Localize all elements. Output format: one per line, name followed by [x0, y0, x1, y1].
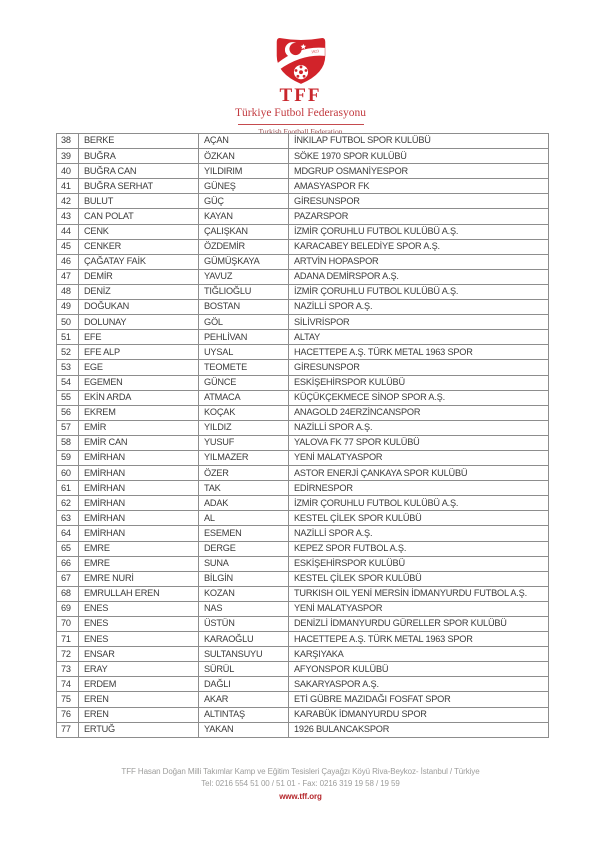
first-name-cell: BULUT: [79, 194, 199, 209]
last-name-cell: PEHLİVAN: [199, 330, 289, 345]
row-number-cell: 63: [57, 511, 79, 526]
club-cell: MDGRUP OSMANİYESPOR: [289, 164, 549, 179]
row-number-cell: 52: [57, 345, 79, 360]
first-name-cell: BUĞRA SERHAT: [79, 179, 199, 194]
table-row: [57, 149, 549, 164]
last-name-cell: GÜMÜŞKAYA: [199, 254, 289, 269]
first-name-cell: EMRULLAH EREN: [79, 586, 199, 601]
row-number-cell: 39: [57, 149, 79, 164]
club-cell: NAZİLLİ SPOR A.Ş.: [289, 300, 549, 315]
row-number-cell: 51: [57, 330, 79, 345]
last-name-cell: YILDIZ: [199, 420, 289, 435]
club-cell: ASTOR ENERJİ ÇANKAYA SPOR KULÜBÜ: [289, 466, 549, 481]
club-cell: ADANA DEMİRSPOR A.Ş.: [289, 269, 549, 284]
first-name-cell: EFE: [79, 330, 199, 345]
last-name-cell: GÖL: [199, 315, 289, 330]
row-number-cell: 40: [57, 164, 79, 179]
row-number-cell: 60: [57, 466, 79, 481]
tff-crest-icon: [273, 36, 329, 85]
last-name-cell: TAK: [199, 481, 289, 496]
first-name-cell: EKİN ARDA: [79, 390, 199, 405]
last-name-cell: YILMAZER: [199, 450, 289, 465]
last-name-cell: YAKAN: [199, 722, 289, 737]
last-name-cell: ADAK: [199, 496, 289, 511]
last-name-cell: DERGE: [199, 541, 289, 556]
last-name-cell: ATMACA: [199, 390, 289, 405]
table-row: [57, 556, 549, 571]
last-name-cell: KOZAN: [199, 586, 289, 601]
row-number-cell: 53: [57, 360, 79, 375]
first-name-cell: DEMİR: [79, 269, 199, 284]
club-cell: ARTVİN HOPASPOR: [289, 254, 549, 269]
first-name-cell: ENES: [79, 617, 199, 632]
tff-header: [0, 36, 601, 135]
last-name-cell: YAVUZ: [199, 269, 289, 284]
row-number-cell: 66: [57, 556, 79, 571]
table-row: [57, 450, 549, 465]
last-name-cell: TIĞLIOĞLU: [199, 284, 289, 299]
first-name-cell: CAN POLAT: [79, 209, 199, 224]
roster-table-body: [57, 134, 549, 738]
club-cell: AMASYASPOR FK: [289, 179, 549, 194]
club-cell: ALTAY: [289, 330, 549, 345]
last-name-cell: TEOMETE: [199, 360, 289, 375]
table-row: [57, 586, 549, 601]
first-name-cell: EMİRHAN: [79, 481, 199, 496]
row-number-cell: 46: [57, 254, 79, 269]
last-name-cell: NAS: [199, 601, 289, 616]
footer-address: TFF Hasan Doğan Milli Takımlar Kamp ve Eğitim Tesisleri Çayağzı Köyü Riva-Beykoz- İstanbul / Türkiye: [121, 767, 480, 776]
row-number-cell: 73: [57, 662, 79, 677]
row-number-cell: 69: [57, 601, 79, 616]
row-number-cell: 71: [57, 632, 79, 647]
last-name-cell: GÜNEŞ: [199, 179, 289, 194]
first-name-cell: EMİRHAN: [79, 511, 199, 526]
last-name-cell: SÜRÜL: [199, 662, 289, 677]
first-name-cell: ERAY: [79, 662, 199, 677]
last-name-cell: AÇAN: [199, 134, 289, 149]
club-cell: EDİRNESPOR: [289, 481, 549, 496]
last-name-cell: YILDIRIM: [199, 164, 289, 179]
club-cell: TURKISH OIL YENİ MERSİN İDMANYURDU FUTBOL A.Ş.: [289, 586, 549, 601]
row-number-cell: 62: [57, 496, 79, 511]
table-row: [57, 707, 549, 722]
table-row: [57, 360, 549, 375]
last-name-cell: KAYAN: [199, 209, 289, 224]
org-name-english: Turkish Football Federation: [258, 126, 343, 136]
table-row: [57, 254, 549, 269]
first-name-cell: EMİR CAN: [79, 435, 199, 450]
row-number-cell: 56: [57, 405, 79, 420]
first-name-cell: CENK: [79, 224, 199, 239]
first-name-cell: EMRE NURİ: [79, 571, 199, 586]
table-row: [57, 662, 549, 677]
table-row: [57, 134, 549, 149]
club-cell: SİLİVRİSPOR: [289, 315, 549, 330]
org-name-turkish: Türkiye Futbol Federasyonu: [235, 107, 366, 119]
last-name-cell: KARAOĞLU: [199, 632, 289, 647]
row-number-cell: 38: [57, 134, 79, 149]
last-name-cell: GÜNCE: [199, 375, 289, 390]
club-cell: YENİ MALATYASPOR: [289, 450, 549, 465]
last-name-cell: ÖZKAN: [199, 149, 289, 164]
club-cell: YENİ MALATYASPOR: [289, 601, 549, 616]
first-name-cell: BUĞRA CAN: [79, 164, 199, 179]
first-name-cell: EREN: [79, 692, 199, 707]
header-divider: [238, 124, 364, 125]
last-name-cell: ÖZDEMİR: [199, 239, 289, 254]
table-row: [57, 617, 549, 632]
row-number-cell: 55: [57, 390, 79, 405]
first-name-cell: EFE ALP: [79, 345, 199, 360]
row-number-cell: 77: [57, 722, 79, 737]
table-row: [57, 164, 549, 179]
first-name-cell: ERTUĞ: [79, 722, 199, 737]
first-name-cell: ERDEM: [79, 677, 199, 692]
last-name-cell: SUNA: [199, 556, 289, 571]
footer-phone: Tel: 0216 554 51 00 / 51 01 - Fax: 0216 319 19 58 / 19 59: [201, 779, 400, 788]
table-row: [57, 300, 549, 315]
last-name-cell: KOÇAK: [199, 405, 289, 420]
table-row: [57, 179, 549, 194]
last-name-cell: BİLGİN: [199, 571, 289, 586]
club-cell: KARŞIYAKA: [289, 647, 549, 662]
table-row: [57, 194, 549, 209]
last-name-cell: BOSTAN: [199, 300, 289, 315]
table-row: [57, 330, 549, 345]
table-row: [57, 481, 549, 496]
first-name-cell: ENSAR: [79, 647, 199, 662]
first-name-cell: EMİRHAN: [79, 450, 199, 465]
first-name-cell: ENES: [79, 601, 199, 616]
club-cell: ANAGOLD 24ERZİNCANSPOR: [289, 405, 549, 420]
table-row: [57, 466, 549, 481]
first-name-cell: BUĞRA: [79, 149, 199, 164]
table-row: [57, 692, 549, 707]
last-name-cell: DAĞLI: [199, 677, 289, 692]
club-cell: PAZARSPOR: [289, 209, 549, 224]
row-number-cell: 61: [57, 481, 79, 496]
club-cell: HACETTEPE A.Ş. TÜRK METAL 1963 SPOR: [289, 345, 549, 360]
row-number-cell: 41: [57, 179, 79, 194]
row-number-cell: 59: [57, 450, 79, 465]
first-name-cell: EMİRHAN: [79, 526, 199, 541]
club-cell: SAKARYASPOR A.Ş.: [289, 677, 549, 692]
row-number-cell: 45: [57, 239, 79, 254]
first-name-cell: ENES: [79, 632, 199, 647]
club-cell: ESKİŞEHİRSPOR KULÜBÜ: [289, 556, 549, 571]
row-number-cell: 57: [57, 420, 79, 435]
first-name-cell: EREN: [79, 707, 199, 722]
last-name-cell: ÜSTÜN: [199, 617, 289, 632]
first-name-cell: BERKE: [79, 134, 199, 149]
table-row: [57, 632, 549, 647]
row-number-cell: 68: [57, 586, 79, 601]
club-cell: İNKILAP FUTBOL SPOR KULÜBÜ: [289, 134, 549, 149]
table-row: [57, 526, 549, 541]
table-row: [57, 541, 549, 556]
last-name-cell: ÖZER: [199, 466, 289, 481]
table-row: [57, 315, 549, 330]
table-row: [57, 722, 549, 737]
club-cell: GİRESUNSPOR: [289, 360, 549, 375]
first-name-cell: CENKER: [79, 239, 199, 254]
row-number-cell: 67: [57, 571, 79, 586]
table-row: [57, 269, 549, 284]
table-row: [57, 284, 549, 299]
club-cell: HACETTEPE A.Ş. TÜRK METAL 1963 SPOR: [289, 632, 549, 647]
table-row: [57, 496, 549, 511]
club-cell: DENİZLİ İDMANYURDU GÜRELLER SPOR KULÜBÜ: [289, 617, 549, 632]
club-cell: KESTEL ÇİLEK SPOR KULÜBÜ: [289, 571, 549, 586]
row-number-cell: 43: [57, 209, 79, 224]
footer-website-link[interactable]: www.tff.org: [279, 792, 322, 801]
first-name-cell: DOLUNAY: [79, 315, 199, 330]
last-name-cell: AL: [199, 511, 289, 526]
last-name-cell: ESEMEN: [199, 526, 289, 541]
row-number-cell: 49: [57, 300, 79, 315]
club-cell: 1926 BULANCAKSPOR: [289, 722, 549, 737]
table-row: [57, 511, 549, 526]
first-name-cell: EMRE: [79, 556, 199, 571]
player-roster-table: [56, 133, 549, 738]
crest-year-label: 1923: [310, 49, 319, 55]
club-cell: ESKİŞEHİRSPOR KULÜBÜ: [289, 375, 549, 390]
row-number-cell: 54: [57, 375, 79, 390]
last-name-cell: UYSAL: [199, 345, 289, 360]
table-row: [57, 224, 549, 239]
table-row: [57, 405, 549, 420]
club-cell: YALOVA FK 77 SPOR KULÜBÜ: [289, 435, 549, 450]
club-cell: KARACABEY BELEDİYE SPOR A.Ş.: [289, 239, 549, 254]
row-number-cell: 50: [57, 315, 79, 330]
row-number-cell: 58: [57, 435, 79, 450]
club-cell: AFYONSPOR KULÜBÜ: [289, 662, 549, 677]
club-cell: NAZİLLİ SPOR A.Ş.: [289, 420, 549, 435]
first-name-cell: DENİZ: [79, 284, 199, 299]
club-cell: SÖKE 1970 SPOR KULÜBÜ: [289, 149, 549, 164]
club-cell: İZMİR ÇORUHLU FUTBOL KULÜBÜ A.Ş.: [289, 496, 549, 511]
row-number-cell: 65: [57, 541, 79, 556]
table-row: [57, 420, 549, 435]
club-cell: KEPEZ SPOR FUTBOL A.Ş.: [289, 541, 549, 556]
last-name-cell: ALTINTAŞ: [199, 707, 289, 722]
row-number-cell: 76: [57, 707, 79, 722]
row-number-cell: 75: [57, 692, 79, 707]
table-row: [57, 601, 549, 616]
last-name-cell: YUSUF: [199, 435, 289, 450]
table-row: [57, 345, 549, 360]
club-cell: KARABÜK İDMANYURDU SPOR: [289, 707, 549, 722]
club-cell: İZMİR ÇORUHLU FUTBOL KULÜBÜ A.Ş.: [289, 284, 549, 299]
first-name-cell: EGE: [79, 360, 199, 375]
row-number-cell: 44: [57, 224, 79, 239]
first-name-cell: EMİRHAN: [79, 496, 199, 511]
club-cell: İZMİR ÇORUHLU FUTBOL KULÜBÜ A.Ş.: [289, 224, 549, 239]
first-name-cell: EMRE: [79, 541, 199, 556]
table-row: [57, 390, 549, 405]
last-name-cell: AKAR: [199, 692, 289, 707]
table-row: [57, 209, 549, 224]
row-number-cell: 42: [57, 194, 79, 209]
row-number-cell: 64: [57, 526, 79, 541]
first-name-cell: EMİR: [79, 420, 199, 435]
table-row: [57, 571, 549, 586]
tff-abbreviation: TFF: [279, 85, 322, 106]
row-number-cell: 72: [57, 647, 79, 662]
table-row: [57, 435, 549, 450]
table-row: [57, 647, 549, 662]
first-name-cell: DOĞUKAN: [79, 300, 199, 315]
first-name-cell: EKREM: [79, 405, 199, 420]
table-row: [57, 375, 549, 390]
club-cell: GİRESUNSPOR: [289, 194, 549, 209]
first-name-cell: ÇAĞATAY FAİK: [79, 254, 199, 269]
table-row: [57, 677, 549, 692]
page-footer: [0, 766, 601, 803]
row-number-cell: 47: [57, 269, 79, 284]
club-cell: ETİ GÜBRE MAZIDAĞI FOSFAT SPOR: [289, 692, 549, 707]
row-number-cell: 74: [57, 677, 79, 692]
last-name-cell: ÇALIŞKAN: [199, 224, 289, 239]
last-name-cell: GÜÇ: [199, 194, 289, 209]
club-cell: KÜÇÜKÇEKMECE SİNOP SPOR A.Ş.: [289, 390, 549, 405]
row-number-cell: 48: [57, 284, 79, 299]
club-cell: KESTEL ÇİLEK SPOR KULÜBÜ: [289, 511, 549, 526]
first-name-cell: EGEMEN: [79, 375, 199, 390]
table-row: [57, 239, 549, 254]
club-cell: NAZİLLİ SPOR A.Ş.: [289, 526, 549, 541]
row-number-cell: 70: [57, 617, 79, 632]
first-name-cell: EMİRHAN: [79, 466, 199, 481]
last-name-cell: SULTANSUYU: [199, 647, 289, 662]
